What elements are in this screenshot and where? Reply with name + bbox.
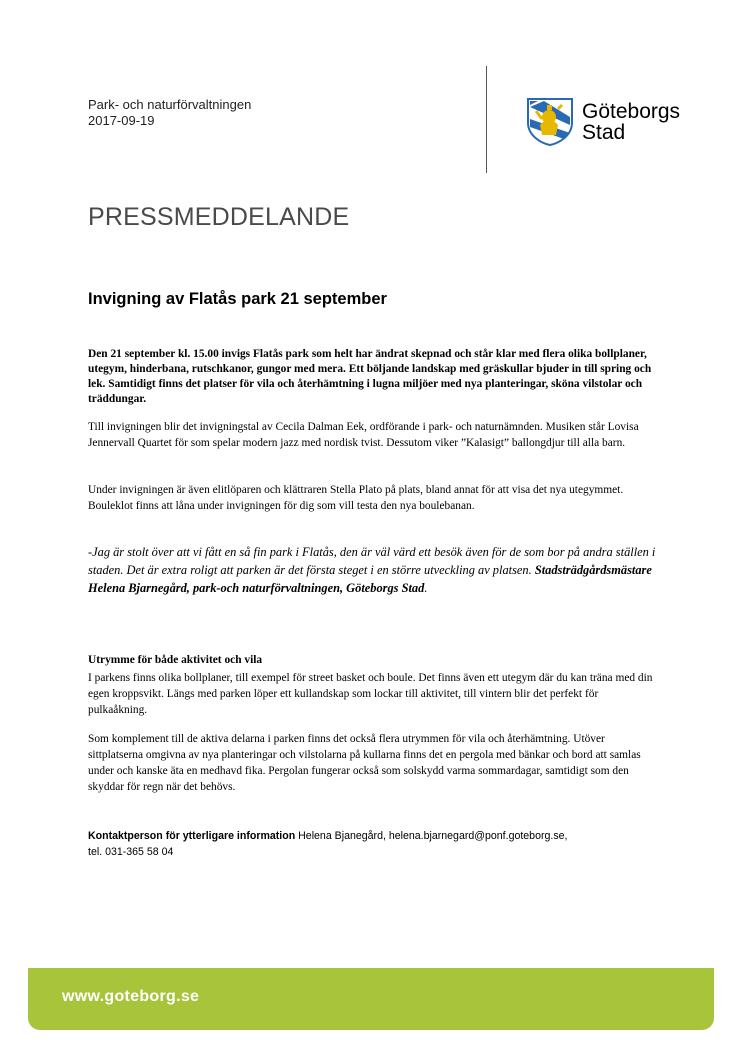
paragraph-activities: I parkens finns olika bollplaner, till exempel för street basket och boule. Det finns även ett utegym där du kan träna med din egen kroppsvikt. Längs med parken löper ett kullandskap som lockar till aktivitet, till vintern blir det perfekt för pulkaåkning. bbox=[88, 672, 653, 716]
department-name: Park- och naturförvaltningen bbox=[88, 97, 252, 112]
quote-end: . bbox=[424, 581, 428, 595]
city-crest-icon bbox=[524, 95, 576, 147]
contact-phone: tel. 031-365 58 04 bbox=[88, 846, 174, 858]
quote-block bbox=[88, 543, 678, 597]
logo-line-1: Göteborgs bbox=[582, 100, 681, 123]
contact-info bbox=[88, 828, 688, 860]
section-heading: Utrymme för både aktivitet och vila bbox=[88, 654, 263, 666]
header-meta bbox=[88, 97, 251, 129]
logo-wordmark bbox=[582, 101, 680, 143]
contact-label: Kontaktperson för ytterligare information bbox=[88, 830, 296, 842]
quote-author: Stadsträdgårdsmästare Helena Bjarnegård, park-och naturförvaltningen, Göteborgs Stad bbox=[88, 563, 652, 595]
press-date: 2017-09-19 bbox=[88, 113, 155, 128]
goteborgs-stad-logo bbox=[524, 95, 704, 150]
document-type: PRESSMEDDELANDE bbox=[88, 203, 350, 231]
paragraph-rest: Som komplement till de aktiva delarna i parken finns det också flera utrymmen för vila och återhämtning. Utöver sittplatserna omgivna av nya planteringar och vilstolarna på kullarna finns det en pergola med bänkar och bord att samlas under och kanske äta en medhavd fika. Pergolan fungerar också som solskydd varma sommardagar, samtidigt som den skyddar för regn när det behövs. bbox=[88, 733, 641, 793]
footer-bar bbox=[28, 968, 714, 1030]
footer-website-link[interactable]: www.goteborg.se bbox=[62, 988, 200, 1005]
paragraph-guests: Under invigningen är även elitlöparen och klättraren Stella Plato på plats, bland annat för att visa det nya utegymmet. Bouleklot finns att låna under invigningen för dig som vill testa den nya boulebanan. bbox=[88, 484, 624, 512]
header-divider bbox=[486, 66, 487, 173]
logo-line-2: Stad bbox=[582, 121, 626, 144]
quote-text: -Jag är stolt över att vi fått en så fin park i Flatås, den är väl värd ett besök även för de som bor på andra ställen i staden. Det är extra roligt att parken är det första steget i en större utveckling av platsen. bbox=[88, 545, 656, 577]
contact-details: Helena Bjanegård, helena.bjarnegard@ponf.goteborg.se, bbox=[295, 830, 568, 842]
lead-paragraph: Den 21 september kl. 15.00 invigs Flatås park som helt har ändrat skepnad och står klar med flera olika bollplaner, utegym, hinderbana, rutschkanor, gungor med mera. Ett böljande landskap med gräskullar bjuder in till spring och lek. Samtidigt finns det platser för vila och återhämtning i lugna miljöer med nya planteringar, sköna vilstolar och träddungar. bbox=[88, 348, 652, 405]
paragraph-inauguration: Till invigningen blir det invigningstal av Cecila Dalman Eek, ordförande i park- och naturnämnden. Musiken står Lovisa Jennervall Quartet för som spelar modern jazz med nordisk tvist. Dessutom viker ”Kalasigt” ballongdjur till alla barn. bbox=[88, 421, 639, 449]
headline: Invigning av Flatås park 21 september bbox=[88, 290, 387, 308]
